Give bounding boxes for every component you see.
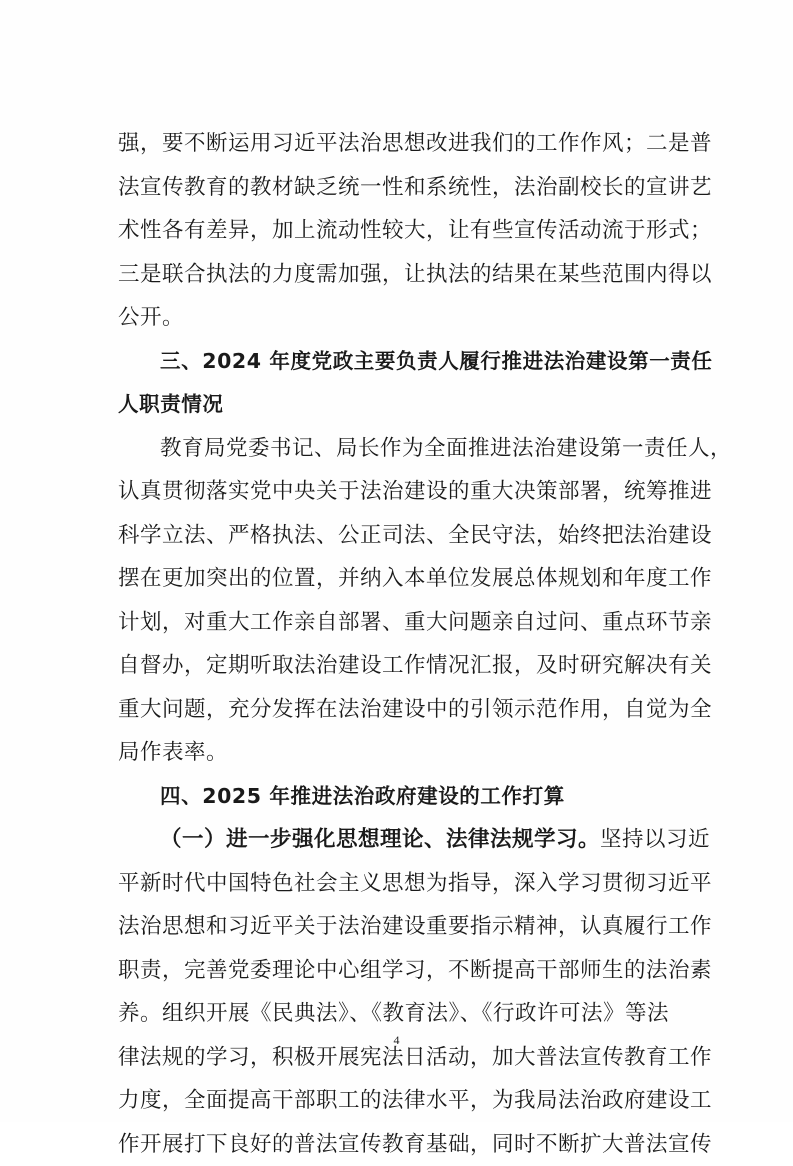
body-line: 法宣传教育的教材缺乏统一性和系统性，法治副校长的宣讲艺 [118, 166, 704, 210]
paragraph-line: 摆在更加突出的位置，并纳入本单位发展总体规划和年度工作 [118, 557, 704, 601]
body-line: 公开。 [118, 296, 704, 340]
body-line: 术性各有差异，加上流动性较大，让有些宣传活动流于形式； [118, 209, 704, 253]
paragraph-line: 平新时代中国特色社会主义思想为指导，深入学习贯彻习近平 [118, 862, 704, 906]
paragraph-line: 认真贯彻落实党中央关于法治建设的重大决策部署，统筹推进 [118, 470, 704, 514]
section-3-heading: 三、2024 年度党政主要负责人履行推进法治建设第一责任 [118, 340, 704, 384]
subsection-1-line [118, 818, 704, 862]
section-4-heading: 四、2025 年推进法治政府建设的工作打算 [118, 775, 704, 819]
section-3-heading-continued: 人职责情况 [118, 383, 704, 427]
page-number: 4 [0, 1033, 793, 1048]
paragraph-line: 职责，完善党委理论中心组学习，不断提高干部师生的法治素 [118, 949, 704, 993]
paragraph-line: 局作表率。 [118, 731, 704, 775]
document-body [118, 122, 704, 1166]
paragraph-line: 法治思想和习近平关于法治建设重要指示精神，认真履行工作 [118, 905, 704, 949]
body-line: 强，要不断运用习近平法治思想改进我们的工作作风；二是普 [118, 122, 704, 166]
paragraph-line: 科学立法、严格执法、公正司法、全民守法，始终把法治建设 [118, 514, 704, 558]
paragraph-line: 重大问题，充分发挥在法治建设中的引领示范作用，自觉为全 [118, 688, 704, 732]
paragraph-line: 自督办，定期听取法治建设工作情况汇报，及时研究解决有关 [118, 644, 704, 688]
paragraph-line: 教育局党委书记、局长作为全面推进法治建设第一责任人， [118, 427, 704, 471]
paragraph-line: 律法规的学习，积极开展宪法日活动，加大普法宣传教育工作 [118, 1036, 704, 1080]
paragraph-line: 力度，全面提高干部职工的法律水平，为我局法治政府建设工 [118, 1079, 704, 1123]
body-line: 三是联合执法的力度需加强，让执法的结果在某些范围内得以 [118, 253, 704, 297]
paragraph-line: 计划，对重大工作亲自部署、重大问题亲自过问、重点环节亲 [118, 601, 704, 645]
subsection-1-text: 坚持以习近 [600, 827, 710, 852]
subsection-1-heading: （一）进一步强化思想理论、法律法规学习。 [160, 827, 600, 852]
paragraph-line: 养。组织开展《民典法》、《教育法》、《行政许可法》等法 [118, 992, 704, 1036]
paragraph-line: 作开展打下良好的普法宣传教育基础，同时不断扩大普法宣传 [118, 1123, 704, 1166]
